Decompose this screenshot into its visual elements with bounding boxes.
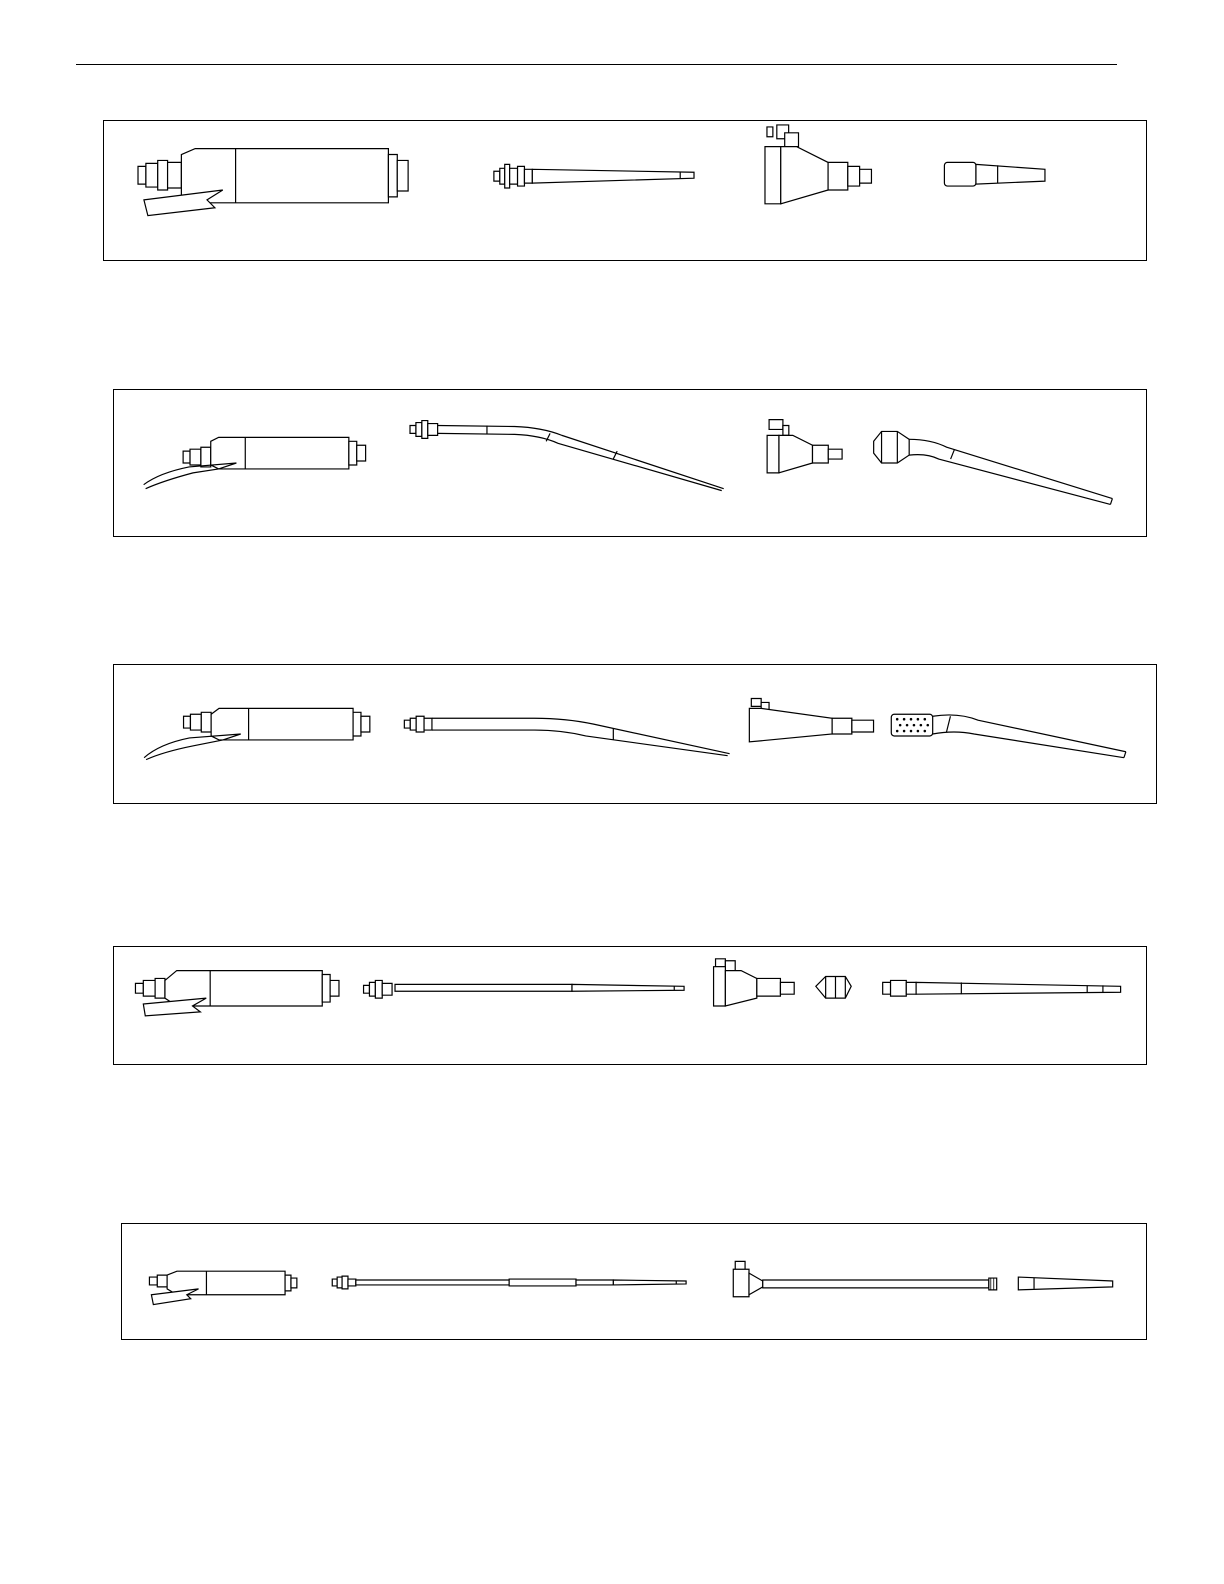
instrument-panel-1 [103,120,1147,261]
handpiece-icon [149,1271,296,1304]
straight-sheath-icon [883,980,1121,996]
panel-4-drawing [114,947,1146,1064]
long-straight-probe-icon [364,980,685,998]
short-tip-icon [944,162,1045,186]
panel-3-drawing [114,665,1156,803]
handpiece-icon [144,437,366,488]
horn-adapter-icon [767,420,842,473]
straight-probe-icon [494,164,694,188]
panel-5-drawing [122,1224,1146,1339]
perforated-curved-sheath-icon [891,714,1126,757]
handpiece-icon [138,149,408,216]
bulb-connector-icon [816,976,851,998]
instrument-panel-2 [113,389,1147,537]
curved-probe-icon [404,716,729,755]
panel-2-drawing [114,390,1146,536]
panel-1-drawing [104,121,1146,260]
horn-adapter-icon [714,959,795,1006]
curved-sheath-icon [874,431,1113,504]
long-horn-adapter-icon [733,1261,996,1296]
extra-long-probe-icon [332,1276,686,1289]
horn-adapter-icon [749,699,873,742]
instrument-panel-3 [113,664,1157,804]
instrument-panel-5 [121,1223,1147,1340]
instrument-panel-4 [113,946,1147,1065]
tapered-tip-icon [1018,1277,1112,1290]
header-rule [76,64,1117,65]
curved-probe-icon [410,421,724,491]
handpiece-icon [144,708,370,759]
handpiece-icon [135,971,339,1016]
horn-adapter-icon [765,125,871,204]
